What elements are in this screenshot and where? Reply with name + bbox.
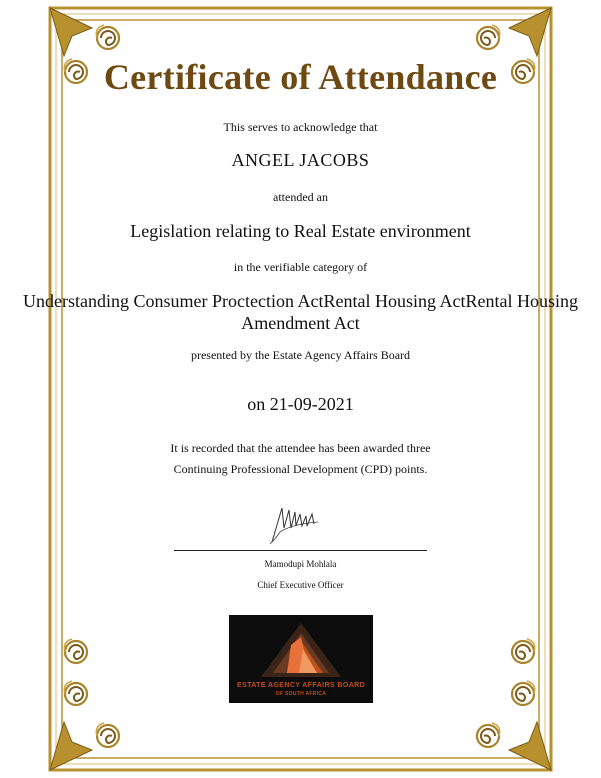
cpd-statement-line-1: It is recorded that the attendee has been awarded three bbox=[170, 441, 431, 455]
event-name: Legislation relating to Real Estate environment bbox=[130, 221, 471, 241]
signatory-title: Chief Executive Officer bbox=[257, 580, 344, 590]
logo-org-sub: OF SOUTH AFRICA bbox=[275, 691, 327, 697]
attended-text: attended an bbox=[273, 190, 328, 204]
signature bbox=[262, 502, 324, 548]
logo-org-name: ESTATE AGENCY AFFAIRS BOARD bbox=[236, 682, 366, 689]
certificate-title: Certificate of Attendance bbox=[103, 57, 498, 97]
category-text: Understanding Consumer Proctection ActRental Housing ActRental Housing Amendment Act bbox=[23, 291, 578, 333]
eaab-logo bbox=[229, 615, 373, 703]
signature-line bbox=[174, 550, 427, 551]
acknowledge-text: This serves to acknowledge that bbox=[223, 120, 378, 134]
presented-by-text: presented by the Estate Agency Affairs Board bbox=[190, 348, 411, 362]
category-label: in the verifiable category of bbox=[233, 260, 368, 274]
attendee-name: ANGEL JACOBS bbox=[231, 150, 370, 170]
signatory-name: Mamodupi Mohlala bbox=[264, 559, 337, 569]
cpd-statement-line-2: Continuing Professional Development (CPD) points. bbox=[173, 462, 428, 476]
attendance-date: on 21-09-2021 bbox=[247, 394, 354, 414]
